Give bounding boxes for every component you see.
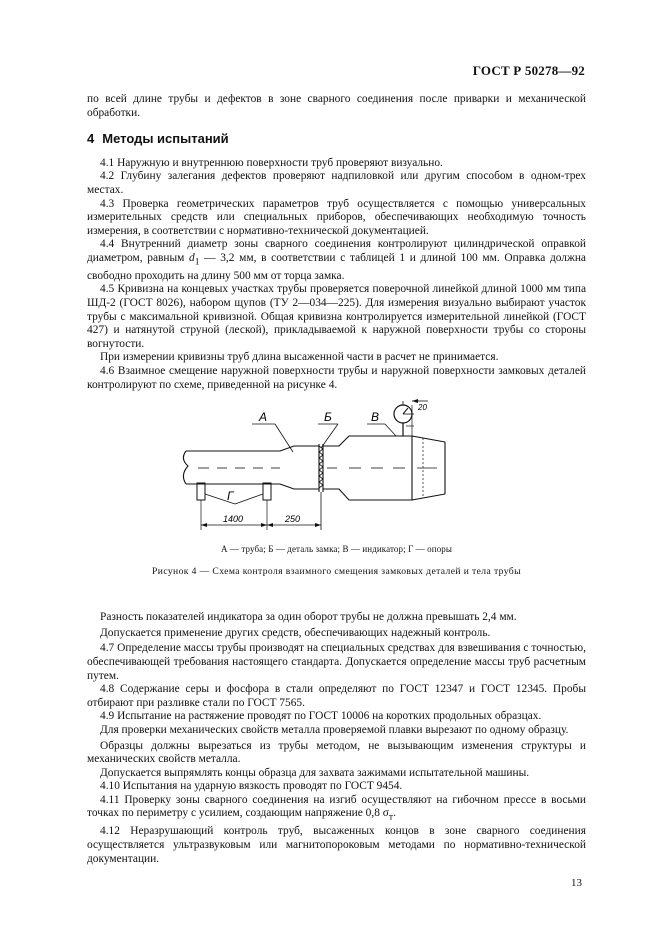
- label-v: В: [371, 410, 380, 425]
- paragraph-4-11: 4.11 Проверку зоны сварного соединения на изгиб осуществляют на гибочном прессе в восьми точках по периметру с усилием, создающим напряжение 0,8 $\sigma_т$.: [87, 793, 586, 823]
- paragraph-sample-per-heat: Для проверки механических свойств металла проверяемой плавки вырезают по одному образцу.: [100, 723, 569, 736]
- paragraph-4-8: 4.8 Содержание серы и фосфора в стали определяют по ГОСТ 12347 и ГОСТ 12345. Пробы отбирают при разливке стали по ГОСТ 7565.: [87, 683, 586, 709]
- paragraph-4-3: 4.3 Проверка геометрических параметров труб осуществляется с помощью универсальных измерительных средств или специальных приборов, обеспечивающих необходимую точность измерения, в соответствии с нормативно-технической документацией.: [87, 197, 586, 237]
- figure-legend: А — труба; Б — деталь замка; В — индикатор; Г — опоры: [220, 544, 453, 555]
- paragraph-sample-cutting: Образцы должны вырезаться из трубы методом, не вызывающим изменения структуры и механических свойств металла.: [87, 739, 586, 766]
- support-right: [263, 483, 271, 530]
- paragraph-other-means: Допускается применение других средств, обеспечивающих надежный контроль.: [100, 626, 491, 639]
- paragraph-4-2: 4.2 Глубину залегания дефектов проверяют надпиловкой или другим способом в одном-трех местах.: [87, 170, 586, 196]
- d1-symbol: d: [189, 251, 195, 264]
- tool-joint: [323, 436, 445, 500]
- paragraph-4-6: 4.6 Взаимное смещение наружной поверхности трубы и наружной поверхности замковых деталей контролируют по схеме, приведенной на рисунке 4.: [87, 364, 586, 391]
- paragraph-4-10: 4.10 Испытания на ударную вязкость проводят по ГОСТ 9454.: [100, 780, 403, 793]
- dim-20: 20: [418, 403, 427, 413]
- sigma-symbol: σ: [382, 807, 389, 820]
- intro-paragraph: по всей длине трубы и дефектов в зоне сварного соединения после приварки и механической обработки.: [87, 93, 586, 119]
- paragraph-4-4: 4.4 Внутренний диаметр зоны сварного соединения контролируют цилиндрической оправкой диаметром, равным $d_1$ — 3,2 мм, в соответствии с таблицей 1 и длиной 100 мм. Оправка должна свободно проходить на длину 500 мм от торца замка.: [87, 238, 586, 282]
- page-number: 13: [571, 877, 582, 889]
- dimension-arrows: [201, 399, 418, 527]
- indicator-gauge: [394, 405, 414, 439]
- page-body: [87, 93, 586, 866]
- section-title: Методы испытаний: [102, 131, 229, 147]
- figure-4: [87, 396, 586, 611]
- paragraph-4-9: 4.9 Испытание на растяжение проводят по ГОСТ 10006 на коротких продольных образцах.: [100, 710, 542, 723]
- paragraph-sample-straightening: Допускается выпрямлять концы образца для захвата зажимами испытательной машины.: [100, 766, 530, 779]
- label-b: Б: [324, 410, 332, 425]
- section-number: 4: [87, 131, 95, 147]
- weld-zone: [319, 444, 323, 492]
- pipe-schematic: [87, 396, 586, 541]
- paragraph-4-1: 4.1 Наружную и внутреннюю поверхности труб проверяют визуально.: [100, 156, 443, 169]
- section-heading: [87, 132, 586, 146]
- figure-caption: Рисунок 4 — Схема контроля взаимного смещения замковых деталей и тела трубы: [152, 566, 521, 578]
- support-left: [197, 483, 205, 530]
- label-a: А: [259, 410, 268, 425]
- paragraph-4-7: 4.7 Определение массы трубы производят на специальных средствах для взвешивания с точностью, обеспечивающей требования настоящего стандарта. Допускается определение массы труб расчетным путем.: [87, 642, 586, 682]
- paragraph-curvature-note: При измерении кривизны труб длина высаженной части в расчет не принимается.: [100, 351, 499, 364]
- standard-header: ГОСТ Р 50278—92: [472, 63, 585, 78]
- paragraph-indicator-difference: Разность показателей индикатора за один оборот трубы не должна превышать 2,4 мм.: [100, 611, 517, 624]
- label-g: Г: [227, 489, 234, 504]
- paragraph-4-12: 4.12 Неразрушающий контроль труб, высаженных концов в зоне сварного соединения осуществляется ультразвуковым или магнитопороковым методами по нормативно-технической документации.: [87, 825, 586, 865]
- dim-250: 250: [285, 514, 301, 525]
- dim-1400: 1400: [223, 514, 244, 525]
- paragraph-4-5: 4.5 Кривизна на концевых участках трубы проверяется поверочной линейкой длиной 1000 мм типа ШД-2 (ГОСТ 8026), набором щупов (ТУ 2—034—225). Для измерения визуально выбирают участок трубы с максимальной кривизной. Общая кривизна контролируется измерительной линейкой (ГОСТ 427) и натянутой струной (леской), прикладываемой к наружной поверхности трубы со стороны вогнутости.: [87, 283, 586, 350]
